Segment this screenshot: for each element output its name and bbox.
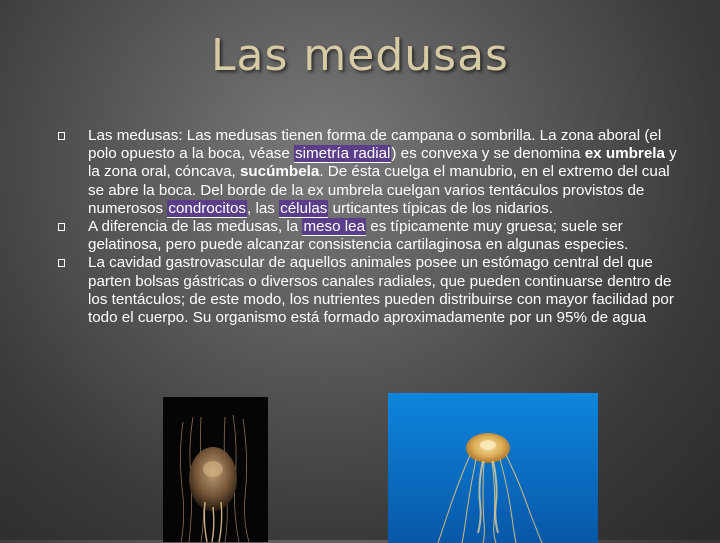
- link-simetria-radial[interactable]: simetría radial: [295, 145, 391, 163]
- bullet-item-2: A diferencia de las medusas, la meso lea es típicamente muy gruesa; suele ser gelatinosa, pero puede alcanzar consistencia cartilaginosa en algunas especies.: [58, 218, 682, 254]
- bullet-item-1: Las medusas: Las medusas tienen forma de campana o sombrilla. La zona aboral (el polo opuesto a la boca, véase simetría radial) es convexa y se denomina ex umbrela y la zona oral, cóncava, sucúmbela. De ésta cuelga el manubrio, en el extremo del cual se abre la boca. Del borde de la ex umbrela cuelgan varios tentáculos provistos de numerosos condrocitos, las células urticantes típicas de los nidarios.: [58, 127, 682, 218]
- jellyfish-blue-illustration: [388, 393, 598, 543]
- jellyfish-photo-blue: [388, 393, 598, 543]
- slide-title: Las medusas: [211, 30, 509, 81]
- link-condrocitos[interactable]: condrocitos: [168, 199, 247, 217]
- link-celulas[interactable]: células: [280, 199, 328, 217]
- square-bullet-icon: [58, 223, 65, 231]
- jellyfish-dark-illustration: [163, 397, 268, 542]
- link-meso-lea[interactable]: meso lea: [303, 218, 366, 236]
- bold-term-sucumbela: sucúmbela: [239, 163, 320, 181]
- square-bullet-icon: [58, 259, 65, 267]
- bullet-text: Las medusas: Las medusas tienen forma de campana o sombrilla. La zona aboral (el polo opuesto a la boca, véase: [88, 127, 662, 163]
- bullet-item-3: La cavidad gastrovascular de aquellos animales posee un estómago central del que parten bolsas gástricas o diversos canales radiales, que pueden continuarse dentro de los tentáculos; de este modo, los nutrientes pueden distribuirse con mayor facilidad por todo el cuerpo. Su organismo está formado aproximadamente por un 95% de agua: [58, 254, 682, 327]
- bullet-list: [58, 127, 682, 327]
- bold-term-ex-umbrela: ex umbrela: [584, 145, 665, 163]
- square-bullet-icon: [58, 132, 65, 140]
- jellyfish-photo-dark: [163, 397, 268, 542]
